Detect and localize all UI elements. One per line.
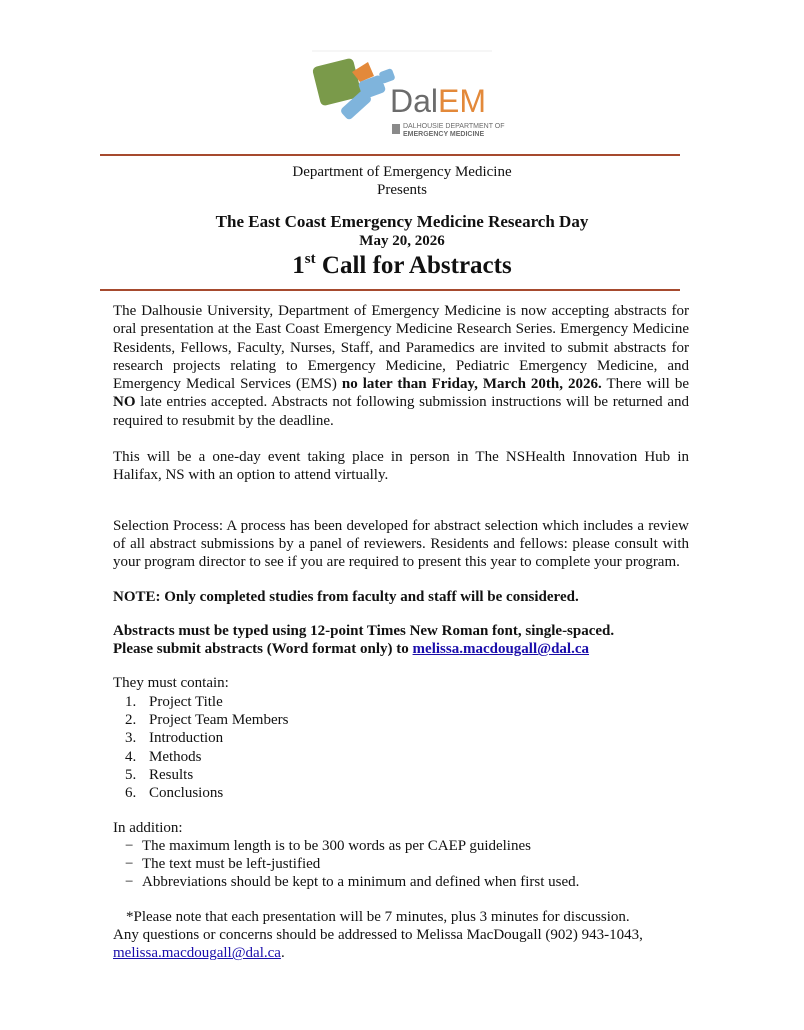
intro-paragraph	[113, 302, 689, 430]
list-item-text: Abbreviations should be kept to a minimum and defined when first used.	[142, 874, 580, 891]
contain-list	[113, 693, 689, 803]
event-date: May 20, 2026	[359, 233, 445, 249]
dash-bullet-icon: −	[125, 856, 134, 873]
addition-list-item	[113, 837, 689, 855]
list-number: 2.	[125, 712, 137, 729]
document-body	[113, 302, 689, 963]
logo-mark-icon	[312, 58, 396, 121]
list-item-text: Results	[149, 766, 194, 783]
format-instructions	[113, 622, 689, 659]
logo-wordmark-em: EM	[438, 83, 487, 119]
contain-list-item	[113, 748, 689, 766]
list-item-text: Project Title	[149, 693, 223, 710]
list-number: 3.	[125, 730, 137, 747]
list-item-text: Project Team Members	[149, 712, 289, 729]
call-for-abstracts-title	[0, 250, 804, 282]
call-number: 1	[292, 252, 305, 279]
event-title: The East Coast Emergency Medicine Research Day	[215, 212, 589, 231]
footer-contact	[113, 926, 689, 963]
contain-list-item	[113, 693, 689, 711]
event-info-paragraph: This will be a one-day event taking place in person in The NSHealth Innovation Hub in Halifax, NS with an option to attend virtually.	[113, 449, 689, 484]
contain-heading: They must contain:	[113, 675, 229, 692]
addition-heading: In addition:	[113, 819, 183, 836]
addition-list	[113, 837, 689, 892]
svg-text:DalEM	[390, 83, 486, 119]
contain-list-item	[113, 766, 689, 784]
list-item-text: Introduction	[149, 730, 224, 747]
list-item-text: Conclusions	[149, 785, 224, 802]
contain-list-item	[113, 711, 689, 729]
department-name: Department of Emergency Medicine	[292, 164, 512, 180]
footer-period: .	[280, 945, 285, 962]
format-line-2: Please submit abstracts (Word format only) to	[113, 641, 413, 658]
list-item-text: The maximum length is to be 300 words as per CAEP guidelines	[142, 837, 531, 854]
list-number: 6.	[125, 785, 137, 802]
intro-text: The Dalhousie University, Department of Emergency Medicine is now accepting abstracts for oral presentation at the East Coast Emergency Medicine Research Series. Emergency Medicine Residents, Fellows, Faculty, Nurses, Staff, and Paramedics are invited to submit abstracts for research projects relating to Emergency Medicine, Pediatric Emergency Medicine, and Emergency Medical Services (EMS)	[113, 303, 689, 393]
logo-wordmark-dal: Dal	[390, 83, 439, 119]
addition-list-item	[113, 873, 689, 891]
logo-tagline-1: DALHOUSIE DEPARTMENT OF	[403, 123, 505, 130]
contact-email-link[interactable]: melissa.macdougall@dal.ca	[113, 945, 281, 962]
submission-email-link[interactable]: melissa.macdougall@dal.ca	[412, 641, 590, 658]
no-emphasis: NO	[113, 394, 136, 411]
list-item-text: The text must be left-justified	[142, 856, 321, 873]
dash-bullet-icon: −	[125, 837, 134, 854]
contain-list-item	[113, 729, 689, 747]
footer-note: *Please note that each presentation will be 7 minutes, plus 3 minutes for discussion.	[126, 908, 630, 925]
presents-line: Presents	[377, 182, 427, 198]
top-divider	[100, 154, 680, 156]
logo-tagline-2: EMERGENCY MEDICINE	[403, 131, 485, 138]
list-number: 4.	[125, 748, 137, 765]
dalem-logo	[312, 50, 505, 150]
contain-list-item	[113, 784, 689, 802]
logo-crest-icon	[392, 124, 400, 134]
dash-bullet-icon: −	[125, 874, 134, 891]
footer-contact-text: Any questions or concerns should be addressed to Melissa MacDougall (902) 943-1043,	[113, 927, 643, 944]
list-number: 5.	[125, 766, 137, 783]
call-ordinal-suffix: st	[304, 251, 316, 267]
addition-list-item	[113, 855, 689, 873]
list-item-text: Methods	[149, 748, 202, 765]
intro-text-2: There will be	[601, 376, 689, 393]
note-paragraph: NOTE: Only completed studies from faculty and staff will be considered.	[113, 588, 579, 605]
call-text: Call for Abstracts	[315, 252, 512, 279]
format-line-1: Abstracts must be typed using 12-point Times New Roman font, single-spaced.	[113, 622, 615, 639]
list-number: 1.	[125, 693, 137, 710]
intro-text-3: late entries accepted. Abstracts not following submission instructions will be returned and required to resubmit by the deadline.	[113, 394, 689, 429]
bottom-divider	[100, 289, 680, 291]
deadline-text: no later than Friday, March 20th, 2026.	[341, 376, 602, 393]
selection-process-paragraph: Selection Process: A process has been developed for abstract selection which includes a review of all abstract submissions by a panel of reviewers. Residents and fellows: please consult with your program director to see if you are required to present this year to complete your program.	[113, 517, 689, 571]
